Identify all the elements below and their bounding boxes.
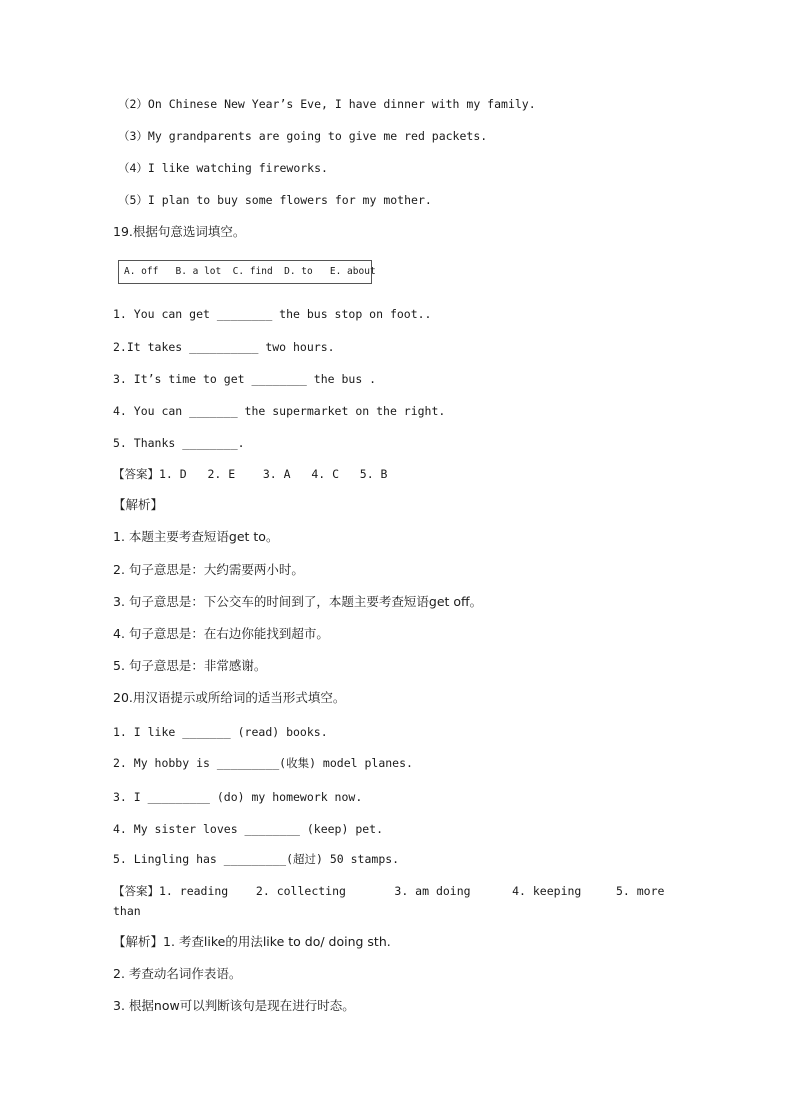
top-line-2: （2）On Chinese New Year’s Eve, I have dinner with my family. bbox=[118, 97, 536, 111]
q19-item-4: 4. You can _______ the supermarket on the right. bbox=[113, 404, 446, 418]
q20-analysis-3: 3. 根据now可以判断该句是现在进行时态。 bbox=[113, 998, 355, 1013]
top-line-3: （3）My grandparents are going to give me red packets. bbox=[118, 129, 488, 143]
q20-answer-line-2: than bbox=[113, 904, 141, 918]
q20-analysis-2: 2. 考查动名词作表语。 bbox=[113, 966, 242, 981]
top-line-4: （4）I like watching fireworks. bbox=[118, 161, 328, 175]
q20-item-1: 1. I like _______ (read) books. bbox=[113, 725, 328, 739]
q19-item-2: 2.It takes __________ two hours. bbox=[113, 340, 335, 354]
q19-analysis-5: 5. 句子意思是：非常感谢。 bbox=[113, 658, 267, 673]
q20-item-4: 4. My sister loves ________ (keep) pet. bbox=[113, 822, 384, 836]
q20-answer-line-1: 【答案】1. reading 2. collecting 3. am doing 4. keeping 5. more bbox=[113, 884, 665, 898]
q19-item-1: 1. You can get ________ the bus stop on foot.. bbox=[113, 307, 432, 321]
q19-analysis-1: 1. 本题主要考查短语get to。 bbox=[113, 529, 279, 544]
q19-title: 19.根据句意选词填空。 bbox=[113, 224, 246, 239]
q19-analysis-3: 3. 句子意思是：下公交车的时间到了，本题主要考查短语get off。 bbox=[113, 594, 483, 609]
q19-analysis-label: 【解析】 bbox=[113, 497, 164, 512]
q19-answer: 【答案】1. D 2. E 3. A 4. C 5. B bbox=[113, 467, 388, 481]
q19-options-box: A. off B. a lot C. find D. to E. about bbox=[118, 260, 372, 284]
q20-item-3: 3. I _________ (do) my homework now. bbox=[113, 790, 363, 804]
q20-title: 20.用汉语提示或所给词的适当形式填空。 bbox=[113, 690, 346, 705]
q19-item-3: 3. It’s time to get ________ the bus . bbox=[113, 372, 377, 386]
q20-item-2: 2. My hobby is _________(收集) model planes. bbox=[113, 756, 413, 770]
top-line-5: （5）I plan to buy some flowers for my mother. bbox=[118, 193, 432, 207]
q20-item-5: 5. Lingling has _________(超过) 50 stamps. bbox=[113, 852, 400, 866]
q19-item-5: 5. Thanks ________. bbox=[113, 436, 245, 450]
q19-analysis-2: 2. 句子意思是：大约需要两小时。 bbox=[113, 562, 304, 577]
q19-analysis-4: 4. 句子意思是：在右边你能找到超市。 bbox=[113, 626, 329, 641]
q20-analysis-1: 【解析】1. 考查like的用法like to do/ doing sth. bbox=[113, 934, 391, 949]
